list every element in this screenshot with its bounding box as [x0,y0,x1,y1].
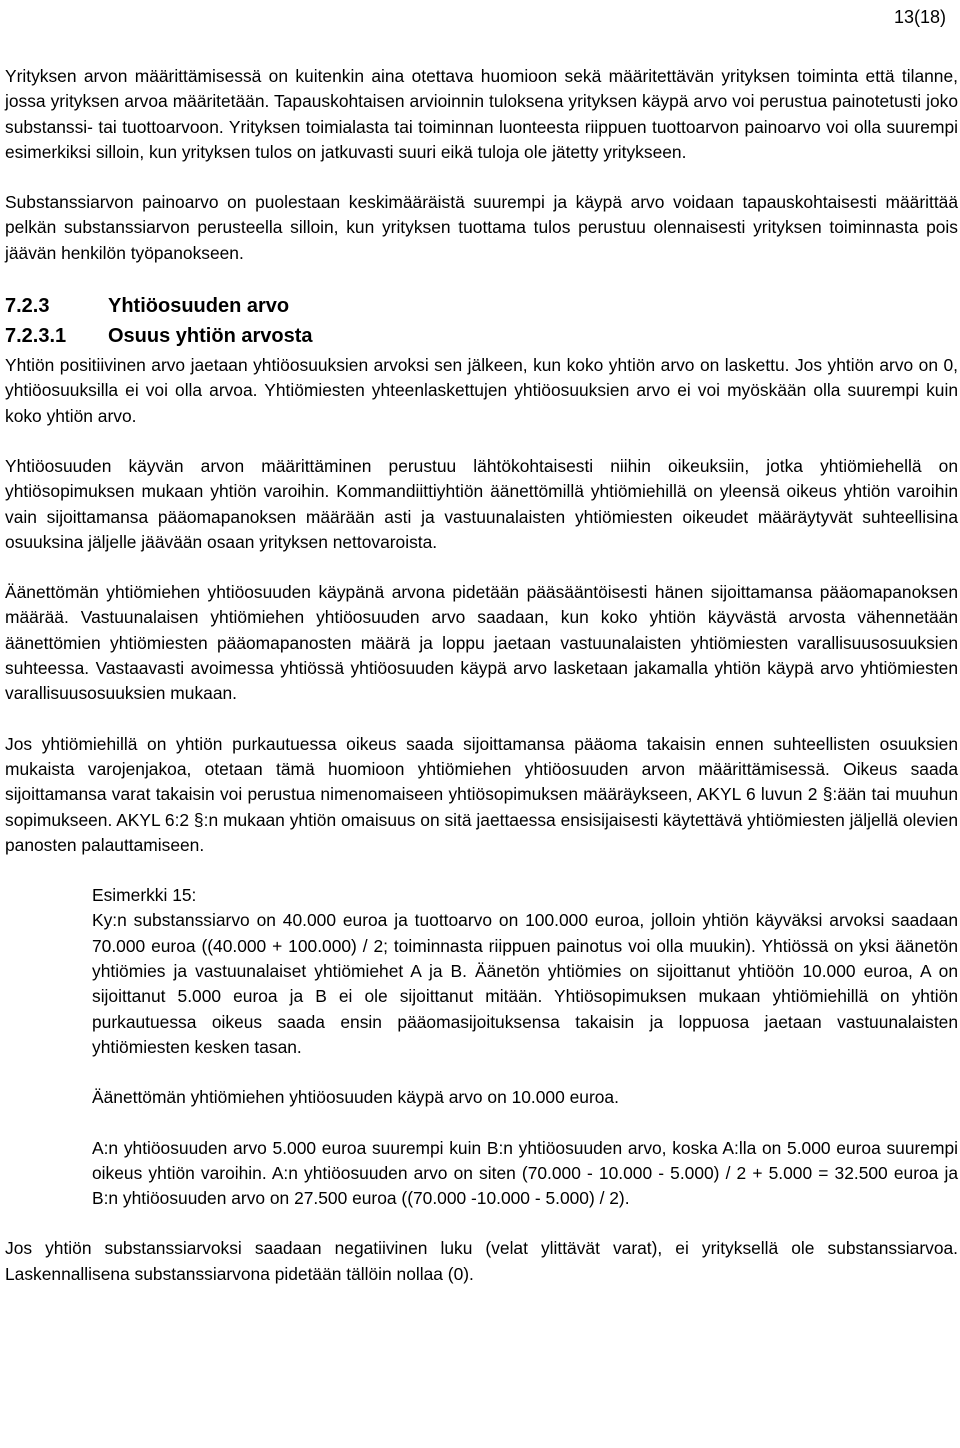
paragraph-company-valuation: Yrityksen arvon määrittämisessä on kuitenkin aina otettava huomioon sekä määritettävän yrityksen toiminta että tilanne, jossa yrityksen arvoa määritetään. Tapauskohtaisen arvioinnin tuloksena yrityksen käypä arvo voi perustua painotetusti joko substanssi- tai tuottoarvoon. Yrityksen toimialasta tai toiminnan luonteesta riippuen tuottoarvon painoarvo voi olla suurempi esimerkiksi silloin, kun yrityksen tulos on jatkuvasti suuri eikä tuloja ole jätetty yritykseen. [5,66,958,162]
subsection-number: 7.2.3.1 [5,325,67,348]
example-paragraph-calculation: A:n yhtiöosuuden arvo 5.000 euroa suurempi kuin B:n yhtiöosuuden arvo, koska A:lla on 5.000 euroa suurempi oikeus yhtiön varoihin. A:n yhtiöosuuden arvo on siten (70.000 - 10.000 - 5.000) / 2 + 5.000 = 32.500 euroa ja B:n yhtiöosuuden arvo on 27.500 euroa ((70.000 -10.000 - 5.000) / 2). [92,1137,958,1209]
example-title: Esimerkki 15: [92,885,197,906]
paragraph-fair-value-basis: Yhtiöosuuden käyvän arvon määrittäminen perustuu lähtökohtaisesti niihin oikeuksiin, jotka yhtiömiehellä on yhtiösopimuksen mukaan yhtiön varoihin. Kommandiittiyhtiön äänettömillä yhtiömiehillä on yleensä oikeus yhtiön varoihin vain sijoittamansa pääomapanoksen määrään asti ja vastuunalaisten yhtiömiesten oikeudet määräytyvät suhteellisina osuuksina jäljelle jäävään osaan yrityksen nettovaroista. [5,455,958,552]
example-paragraph-silent-value: Äänettömän yhtiömiehen yhtiöosuuden käypä arvo on 10.000 euroa. [92,1087,619,1108]
document-body [5,64,958,1287]
paragraph-silent-partner: Äänettömän yhtiömiehen yhtiöosuuden käypänä arvona pidetään pääsääntöisesti hänen sijoittamansa pääomapanoksen määrää. Vastuunalaisen yhtiömiehen yhtiöosuuden arvo saadaan, kun koko yhtiön käyvästä arvosta vähennetään äänettömien yhtiömiesten pääomapanosten määrä ja loppu jaetaan vastuunalaisten yhtiömiesten varallisuusosuuksien suhteessa. Vastaavasti avoimessa yhtiössä yhtiöosuuden käypä arvo lasketaan jakamalla yhtiön käypä arvo yhtiömiesten varallisuusosuuksien mukaan. [5,582,958,704]
section-number: 7.2.3 [5,295,50,318]
paragraph-positive-value: Yhtiön positiivinen arvo jaetaan yhtiöosuuksien arvoksi sen jälkeen, kun koko yhtiön arvo on laskettu. Jos yhtiön arvo on 0, yhtiöosuuksilla ei voi olla arvoa. Yhtiömiesten yhteenlaskettujen yhtiöosuuksien arvo ei voi myöskään olla suurempi kuin koko yhtiön arvo. [5,355,958,426]
section-title: Yhtiöosuuden arvo [108,295,290,318]
page-number: 13(18) [893,7,946,27]
subsection-title: Osuus yhtiön arvosta [108,325,313,348]
paragraph-capital-return: Jos yhtiömiehillä on yhtiön purkautuessa oikeus saada sijoittamansa pääoma takaisin ennen suhteellisten osuuksien mukaista varojenjakoa, otetaan tämä huomioon yhtiömiehen yhtiöosuuden arvon määrittämisessä. Oikeus saada sijoittamansa varat takaisin voi perustua nimenomaiseen yhtiösopimuksen määräykseen, AKYL 6 luvun 2 §:ään tai muuhun sopimukseen. AKYL 6:2 §:n mukaan yhtiön omaisuus on sitä jaettaessa ensisijaisesti käytettävä yhtiömiesten jäljellä olevien panosten palauttamiseen. [5,733,958,855]
paragraph-negative-substance: Jos yhtiön substanssiarvoksi saadaan negatiivinen luku (velat ylittävät varat), ei yrityksellä ole substanssiarvoa. Laskennallisena substanssiarvona pidetään tällöin nollaa (0). [5,1238,958,1284]
paragraph-substance-weight: Substanssiarvon painoarvo on puolestaan keskimääräistä suurempi ja käypä arvo voidaan tapauskohtaisesti määrittää pelkän substanssiarvon perusteella silloin, kun yrityksen tuottama tulos perustuu olennaisesti yrityksen toiminnasta pois jäävän henkilön työpanokseen. [5,192,958,263]
section-heading-7-2-3-1 [5,321,958,351]
example-block [92,883,958,1211]
example-paragraph-setup: Ky:n substanssiarvo on 40.000 euroa ja tuottoarvo on 100.000 euroa, jolloin yhtiön käyväksi arvoksi saadaan 70.000 euroa ((40.000 + 100.000) / 2; toiminnasta riippuen painotus voi olla muukin). Yhtiössä on yksi äänetön yhtiömies ja vastuunalaiset yhtiömiehet A ja B. Äänetön yhtiömies on sijoittanut yhtiöön 10.000 euroa, A on sijoittanut 5.000 euroa ja B ei ole sijoittanut mitään. Yhtiösopimuksen mukaan yhtiömiehillä on yhtiön purkautuessa oikeus saada ensin pääomasijoituksensa takaisin ja loppuosa jaetaan vastuunalaisten yhtiömiesten kesken tasan. [92,910,958,1057]
section-heading-7-2-3 [5,291,958,321]
